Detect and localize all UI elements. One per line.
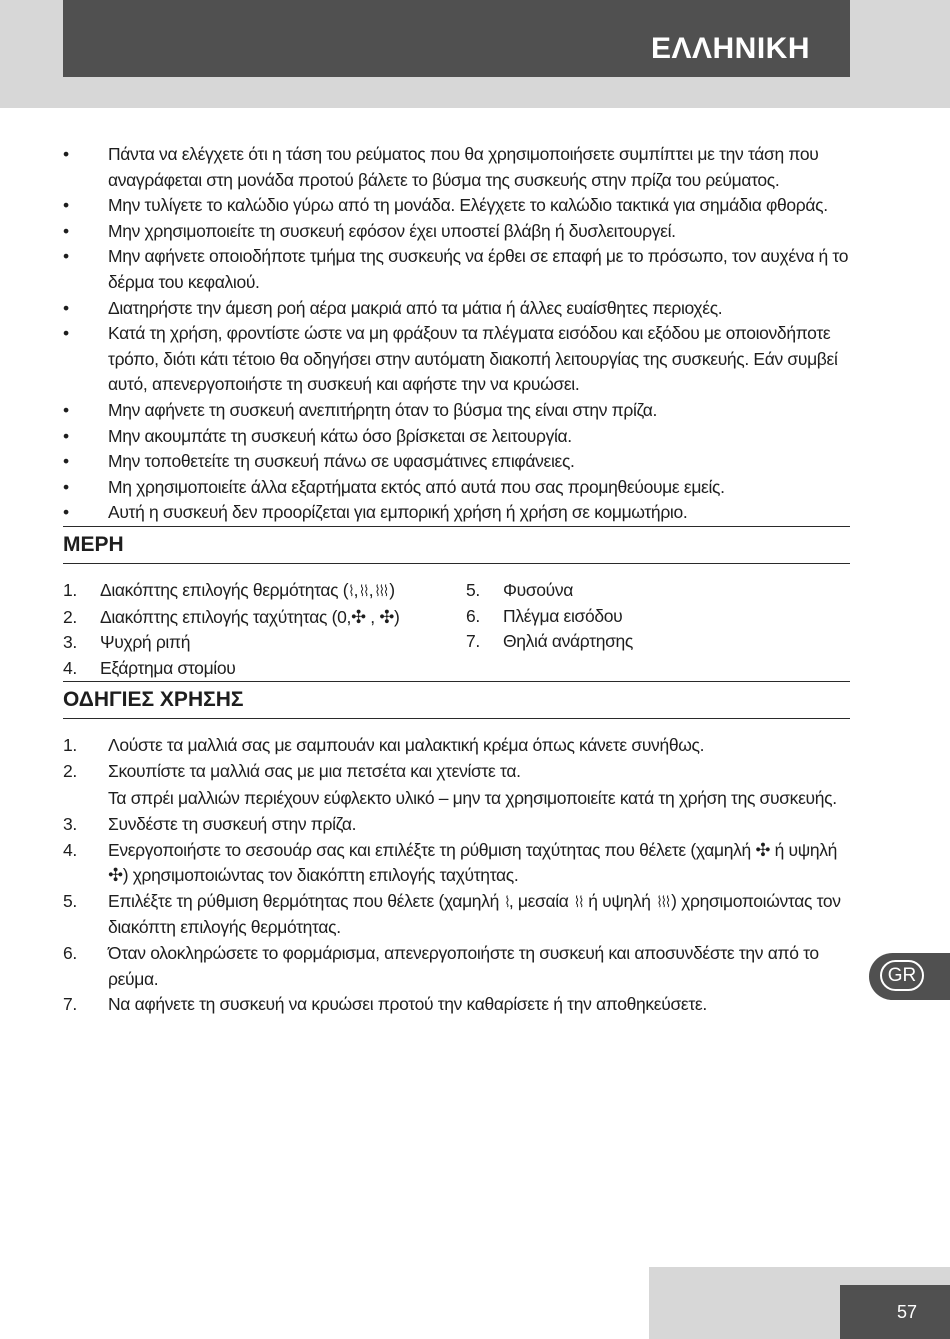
language-badge: GR [880,960,924,991]
safety-item: • Μην χρησιμοποιείτε τη συσκευή εφόσον έχει υποστεί βλάβη ή δυσλειτουργεί. [63,219,850,245]
instruction-step: 5. Επιλέξτε τη ρύθμιση θερμότητας που θέλετε (χαμηλή ⌇, μεσαία ⌇⌇ ή υψηλή ⌇⌇⌇) χρησιμοποιώντας τον διακόπτη επιλογής θερμότητας. [63,890,841,938]
instruction-step: 7. Να αφήνετε τη συσκευή να κρυώσει προτού την καθαρίσετε ή την αποθηκεύσετε. [63,994,707,1015]
part-item: 1. Διακόπτης επιλογής θερμότητας (⌇,⌇⌇, ⌇⌇⌇) [63,578,466,605]
safety-item: • Μην τυλίγετε το καλώδιο γύρω από τη μονάδα. Ελέγχετε το καλώδιο τακτικά για σημάδια φθοράς. [63,193,850,219]
parts-column-right [466,578,633,681]
instructions-heading: ΟΔΗΓΙΕΣ ΧΡΗΣΗΣ [63,681,850,719]
bullet: • [63,502,69,523]
page-number: 57 [897,1301,918,1322]
fan-low-icon: ✣ [755,839,771,860]
safety-list [63,142,850,526]
safety-item: • Διατηρήστε την άμεση ροή αέρα μακριά από τα μάτια ή άλλες ευαίσθητες περιοχές. [63,296,850,322]
bullet: • [63,425,69,446]
page-content [63,142,850,1018]
bullet: • [63,297,69,318]
fan-low-icon: ✣ [350,606,366,627]
part-item: 7. Θηλιά ανάρτησης [466,631,634,652]
heat-medium-icon: ⌇⌇ [359,582,368,600]
instruction-step: 4. Ενεργοποιήστε το σεσουάρ σας και επιλέξτε τη ρύθμιση ταχύτητας που θέλετε (χαμηλή ✣ ή υψηλή ✣) χρησιμοποιώντας τον διακόπτη επιλογής ταχύτητας. [63,839,838,886]
heat-high-icon: ⌇⌇⌇ [374,582,388,600]
bullet: • [63,220,69,241]
safety-item: • Μη χρησιμοποιείτε άλλα εξαρτήματα εκτός από αυτά που σας προμηθεύουμε εμείς. [63,475,850,501]
heat-low-icon: ⌇ [504,893,509,911]
safety-item: • Μην ακουμπάτε τη συσκευή κάτω όσο βρίσκεται σε λειτουργία. [63,424,850,450]
parts-list [63,578,850,681]
heat-medium-icon: ⌇⌇ [574,893,583,911]
heat-high-icon: ⌇⌇⌇ [656,893,670,911]
fan-high-icon: ✣ [379,606,394,627]
language-side-tab [869,953,950,1000]
part-item: 4. Εξάρτημα στομίου [63,657,236,678]
instruction-step: 2. Σκουπίστε τα μαλλιά σας με μια πετσέτα και χτενίστε τα. Τα σπρέι μαλλιών περιέχουν εύφλεκτο υλικό – μην τα χρησιμοποιείτε κατά τη χρήση της συσκευής. [63,759,850,812]
part-item: 2. Διακόπτης επιλογής ταχύτητας (0,✣ , ✣) [63,606,400,627]
safety-item: • Αυτή η συσκευή δεν προορίζεται για εμπορική χρήση ή χρήση σε κομμωτήριο. [63,500,850,526]
instruction-step: 3. Συνδέστε τη συσκευή στην πρίζα. [63,814,357,835]
bullet: • [63,451,69,472]
bullet: • [63,144,69,164]
instruction-step: 6. Όταν ολοκληρώσετε το φορμάρισμα, απενεργοποιήστε τη συσκευή και αποσυνδέστε την από το ρεύμα. [63,943,819,989]
part-item: 3. Ψυχρή ριπή [63,632,191,653]
part-item: 6. Πλέγμα εισόδου [466,605,623,626]
language-title: ΕΛΛΗΝΙΚΗ [650,31,810,65]
bullet: • [63,323,69,344]
instructions-list [63,733,850,1018]
safety-item: • Πάντα να ελέγχετε ότι η τάση του ρεύματος που θα χρησιμοποιήσετε συμπίπτει με την τάση που αναγράφεται στη μονάδα προτού βάλετε το βύσμα της συσκευής στην πρίζα του ρεύματος. [63,144,819,190]
parts-column-left [63,578,466,681]
warning-note: Τα σπρέι μαλλιών περιέχουν εύφλεκτο υλικό – μην τα χρησιμοποιείτε κατά τη χρήση της συσκευής. [108,788,837,809]
language-title-bar [63,0,850,77]
safety-item: • Μην αφήνετε τη συσκευή ανεπιτήρητη όταν το βύσμα της είναι στην πρίζα. [63,398,850,424]
bullet: • [63,476,69,497]
fan-high-icon: ✣ [108,865,123,886]
safety-item: • Μην αφήνετε οποιοδήποτε τμήμα της συσκευής να έρθει σε επαφή με το πρόσωπο, τον αυχένα ή το δέρμα του κεφαλιού. [63,246,849,292]
bullet: • [63,195,69,216]
part-item: 5. Φυσούνα [466,579,574,600]
bullet: • [63,399,69,420]
bullet: • [63,246,69,267]
heat-low-icon: ⌇ [348,582,354,600]
instruction-step: 1. Λούστε τα μαλλιά σας με σαμπουάν και μαλακτική κρέμα όπως κάνετε συνήθως. [63,735,705,756]
safety-item: • Κατά τη χρήση, φροντίστε ώστε να μη φράξουν τα πλέγματα εισόδου και εξόδου με οποιονδήποτε τρόπο, διότι κάτι τέτοιο θα οδηγήσει στην αυτόματη διακοπή λειτουργίας της συσκευής. Εάν συμβεί αυτό, απενεργοποιήστε τη συσκευή και αφήστε την να κρυώσει. [63,323,838,395]
parts-heading: ΜΕΡΗ [63,526,850,564]
safety-item: • Μην τοποθετείτε τη συσκευή πάνω σε υφασμάτινες επιφάνειες. [63,449,850,475]
page-number-box [840,1285,950,1339]
